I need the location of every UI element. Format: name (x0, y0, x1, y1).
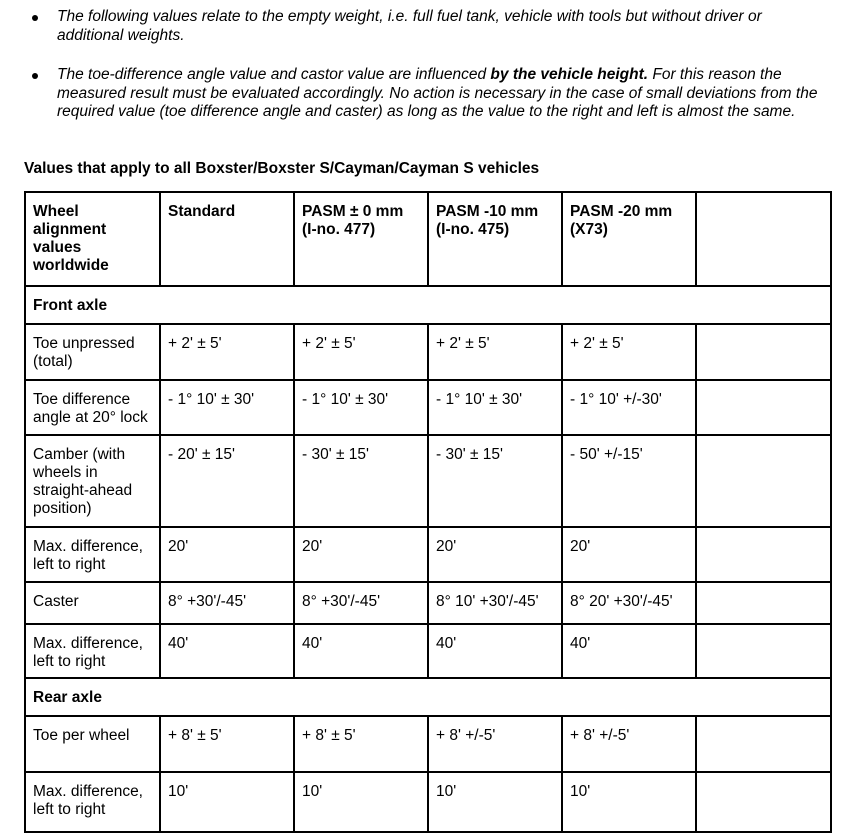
section-row (25, 678, 831, 716)
bullet-icon (32, 73, 38, 79)
table-row (25, 716, 831, 772)
value-cell: 20' (294, 527, 428, 582)
header-cell: PASM -10 mm (I-no. 475) (428, 192, 562, 286)
value-cell (696, 582, 831, 624)
value-cell: 8° 20' +30'/-45' (562, 582, 696, 624)
value-cell: + 2' ± 5' (294, 324, 428, 380)
table-row (25, 624, 831, 678)
value-cell: 20' (428, 527, 562, 582)
value-cell: - 20' ± 15' (160, 435, 294, 527)
note-text-cont: For this reason the measured result must be evaluated accordingly. No action is necessary in the case of small deviations from the required value (toe difference angle and caster) as long as the value to the right and left is almost the same. (57, 66, 818, 120)
value-cell: 40' (562, 624, 696, 678)
value-cell (696, 527, 831, 582)
value-cell: + 8' +/-5' (428, 716, 562, 772)
value-cell: - 1° 10' ± 30' (160, 380, 294, 435)
bullet-icon (32, 15, 38, 21)
note-1 (38, 8, 828, 45)
note-2 (38, 66, 828, 122)
row-label: Toe unpressed (total) (25, 324, 160, 380)
value-cell: 40' (160, 624, 294, 678)
value-cell: + 8' +/-5' (562, 716, 696, 772)
header-cell: Standard (160, 192, 294, 286)
value-cell (696, 772, 831, 832)
section-header: Front axle (25, 286, 831, 324)
table-row (25, 324, 831, 380)
header-cell: Wheel alignment values worldwide (25, 192, 160, 286)
value-cell (696, 716, 831, 772)
section-title: Values that apply to all Boxster/Boxster S/Cayman/Cayman S vehicles (24, 160, 540, 177)
note-text: The toe-difference angle value and castor value are influenced (57, 66, 491, 83)
value-cell: 20' (562, 527, 696, 582)
section-header: Rear axle (25, 678, 831, 716)
row-label: Toe difference angle at 20° lock (25, 380, 160, 435)
value-cell: - 30' ± 15' (428, 435, 562, 527)
value-cell: 20' (160, 527, 294, 582)
row-label: Camber (with wheels in straight-ahead position) (25, 435, 160, 527)
header-cell: PASM -20 mm (X73) (562, 192, 696, 286)
section-row (25, 286, 831, 324)
value-cell: 10' (160, 772, 294, 832)
value-cell: + 2' ± 5' (562, 324, 696, 380)
value-cell: 40' (428, 624, 562, 678)
row-label: Max. difference, left to right (25, 772, 160, 832)
note-emphasis: by the vehicle height. (490, 66, 649, 83)
value-cell: - 1° 10' ± 30' (294, 380, 428, 435)
table-row (25, 380, 831, 435)
row-label: Max. difference, left to right (25, 527, 160, 582)
value-cell: + 8' ± 5' (160, 716, 294, 772)
header-cell (696, 192, 831, 286)
header-cell: PASM ± 0 mm (I-no. 477) (294, 192, 428, 286)
value-cell: - 1° 10' +/-30' (562, 380, 696, 435)
wheel-alignment-table (24, 191, 832, 833)
value-cell (696, 324, 831, 380)
value-cell: 10' (294, 772, 428, 832)
header-row (25, 192, 831, 286)
row-label: Toe per wheel (25, 716, 160, 772)
value-cell (696, 380, 831, 435)
table-row (25, 435, 831, 527)
note-text: The following values relate to the empty weight, i.e. full fuel tank, vehicle with tools but without driver or additional weights. (57, 8, 762, 44)
row-label: Caster (25, 582, 160, 624)
value-cell: 8° 10' +30'/-45' (428, 582, 562, 624)
value-cell (696, 624, 831, 678)
value-cell: + 2' ± 5' (428, 324, 562, 380)
value-cell: 10' (428, 772, 562, 832)
row-label: Max. difference, left to right (25, 624, 160, 678)
value-cell: + 2' ± 5' (160, 324, 294, 380)
value-cell: 40' (294, 624, 428, 678)
value-cell: + 8' ± 5' (294, 716, 428, 772)
value-cell: 8° +30'/-45' (160, 582, 294, 624)
value-cell: - 1° 10' ± 30' (428, 380, 562, 435)
value-cell: - 30' ± 15' (294, 435, 428, 527)
value-cell: 8° +30'/-45' (294, 582, 428, 624)
value-cell: - 50' +/-15' (562, 435, 696, 527)
table-row (25, 772, 831, 832)
value-cell: 10' (562, 772, 696, 832)
table-row (25, 527, 831, 582)
table-row (25, 582, 831, 624)
value-cell (696, 435, 831, 527)
